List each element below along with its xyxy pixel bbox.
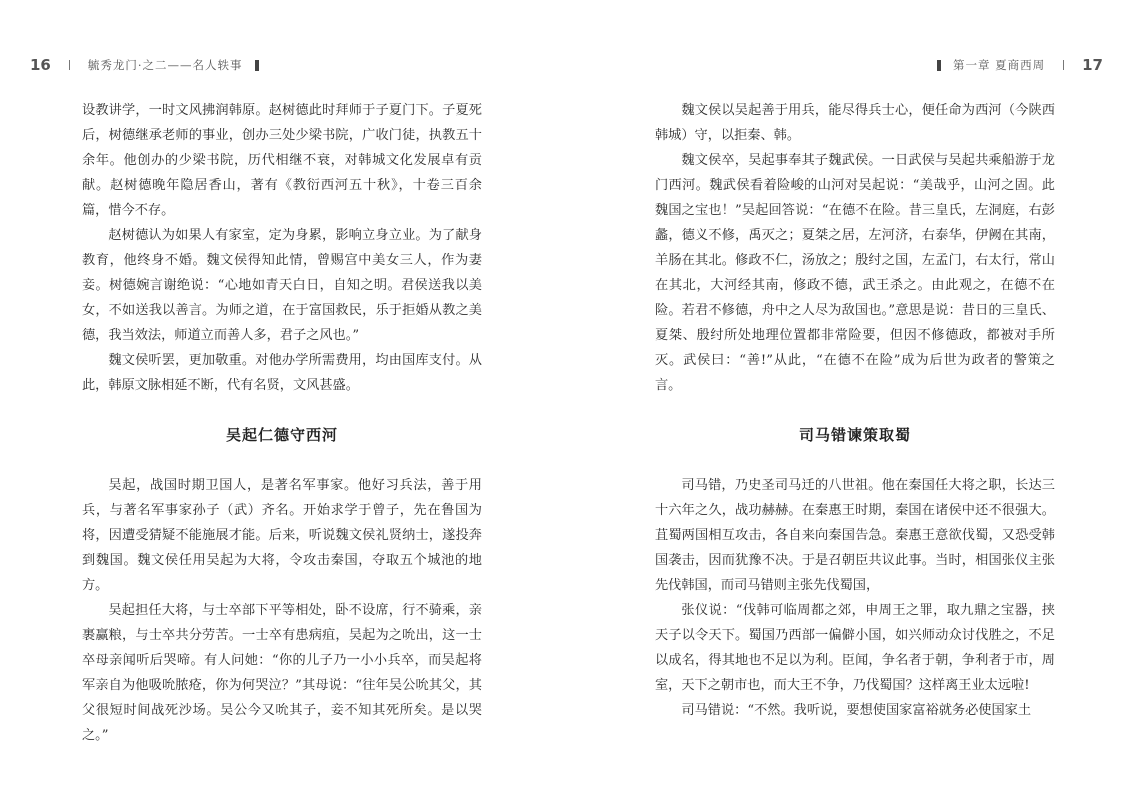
paragraph: 吴起担任大将，与士卒部下平等相处，卧不设席，行不骑乘，亲裹赢粮，与士卒共分劳苦。一士卒有患病疽，吴起为之吮出，这一士卒母亲闻听后哭啼。有人问她：“你的儿子乃一小小兵卒，而吴起将军亲自为他吸吮脓疮，你为何哭泣？”其母说：“往年吴公吮其父，其父很短时间战死沙场。吴公今又吮其子，妾不知其死所矣。是以哭之。”	[82, 603, 482, 743]
paragraph: 魏文侯卒，吴起事奉其子魏武侯。一日武侯与吴起共乘船游于龙门西河。魏武侯看着险峻的山河对吴起说：“美哉乎，山河之固。此魏国之宝也！”吴起回答说：“在德不在险。昔三皇氏，左洞庭，右彭蠡，德义不修，禹灭之；夏桀之居，左河济，右泰华，伊阙在其南，羊肠在其北。修政不仁，汤放之；殷纣之国，左孟门，右太行，常山在其北，大河经其南，修政不德，武王杀之。由此观之，在德不在险。若君不修德，舟中之人尽为敌国也。”意思是说：昔日的三皇氏、夏桀、殷纣所处地理位置都非常险要，但因不修德政，都被对手所灭。武侯曰：“善!”从此，“在德不在险”成为后世为政者的警策之言。	[655, 153, 1055, 393]
left-page-body	[82, 98, 482, 748]
left-header	[30, 54, 259, 76]
left-page	[0, 0, 566, 799]
paragraph: 魏文侯听罢，更加敬重。对他办学所需费用，均由国库支付。从此，韩原文脉相延不断，代有名贤，文风甚盛。	[82, 353, 482, 393]
right-page-body	[655, 98, 1055, 723]
page-number: 16	[30, 56, 51, 74]
header-divider	[1063, 60, 1064, 70]
running-head: 第一章 夏商西周	[952, 58, 1046, 72]
paragraph: 司马错说：“不然。我听说，要想使国家富裕就务必使国家土	[681, 703, 1032, 718]
header-marker	[255, 60, 259, 71]
paragraph: 吴起，战国时期卫国人，是著名军事家。他好习兵法，善于用兵，与著名军事家孙子（武）齐名。开始求学于曾子，先在鲁国为将，因遭受猜疑不能施展才能。后来，听说魏文侯礼贤纳士，遂投奔到魏国。魏文侯任用吴起为大将，令攻击秦国，夺取五个城池的地方。	[82, 478, 482, 593]
header-marker	[937, 60, 941, 71]
paragraph: 张仪说：“伐韩可临周都之郊，申周王之罪，取九鼎之宝器，挟天子以令天下。蜀国乃西部一偏僻小国，如兴师动众讨伐胜之，不足以成名，得其地也不足以为利。臣闻，争名者于朝，争利者于市，周室，天下之朝市也，而大王不争，乃伐蜀国？这样离王业太远啦!	[655, 603, 1055, 693]
paragraph: 赵树德认为如果人有家室，定为身累，影响立身立业。为了献身教育，他终身不婚。魏文侯得知此情，曾赐宫中美女三人，作为妻妾。树德婉言谢绝说：“心地如青天白日，自知之明。君侯送我以美女，不如送我以善言。为师之道，在于富国救民，乐于拒婚从教之美德，我当效法，师道立而善人多，君子之风也。”	[82, 228, 482, 343]
section-title: 司马错谏策取蜀	[798, 426, 911, 444]
right-page	[567, 0, 1133, 799]
right-header	[937, 54, 1103, 76]
running-head: 毓秀龙门·之二——名人轶事	[87, 58, 243, 72]
paragraph: 司马错，乃史圣司马迁的八世祖。他在秦国任大将之职，长达三十六年之久，战功赫赫。在秦惠王时期，秦国在诸侯中还不很强大。苴蜀两国相互攻击，各自来向秦国告急。秦惠王意欲伐蜀，又恐受韩国袭击，因而犹豫不决。于是召朝臣共议此事。当时，相国张仪主张先伐韩国，而司马错则主张先伐蜀国，	[655, 478, 1055, 593]
paragraph: 设教讲学，一时文风拂润韩原。赵树德此时拜师于子夏门下。子夏死后，树德继承老师的事业，创办三处少梁书院，广收门徒，执教五十余年。他创办的少梁书院，历代相继不衰，对韩城文化发展卓有贡献。赵树德晚年隐居香山，著有《教衍西河五十秋》，十卷三百余篇，惜今不存。	[82, 103, 482, 218]
section-title: 吴起仁德守西河	[225, 426, 338, 444]
header-divider	[69, 60, 70, 70]
paragraph: 魏文侯以吴起善于用兵，能尽得兵士心，便任命为西河（今陕西韩城）守，以拒秦、韩。	[655, 103, 1055, 143]
page-number: 17	[1082, 56, 1103, 74]
